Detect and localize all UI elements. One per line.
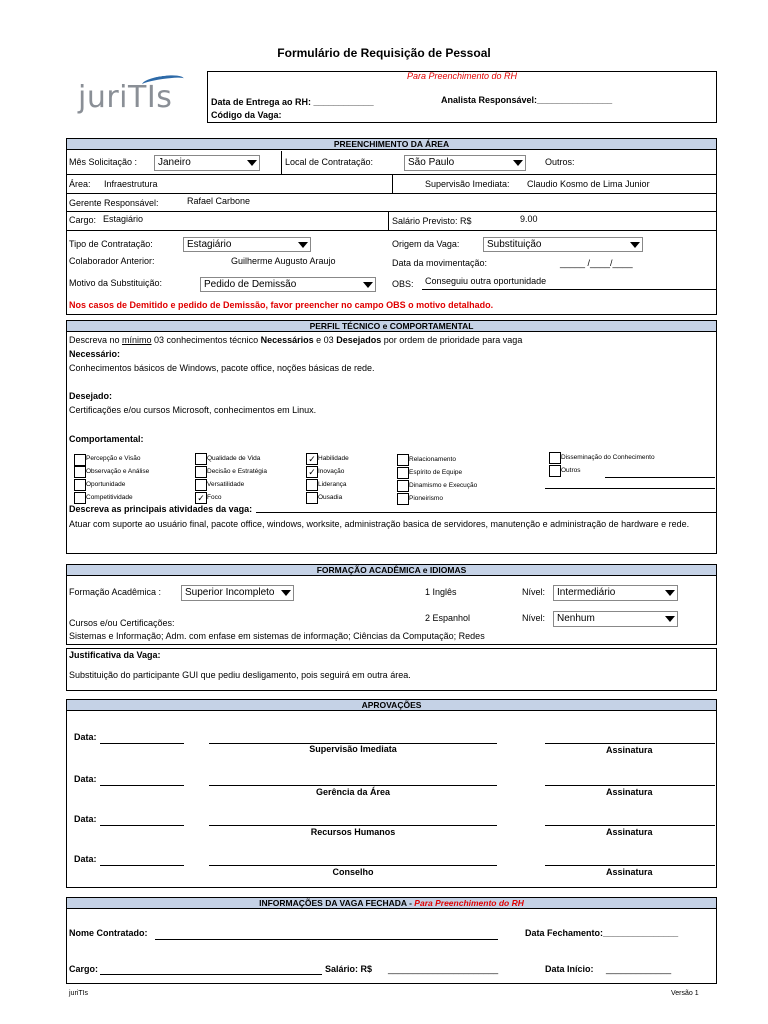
- salario-value[interactable]: 9.00: [520, 214, 538, 224]
- codigo-vaga-label[interactable]: Código da Vaga:: [211, 110, 282, 120]
- checkbox-competitividade[interactable]: [74, 492, 86, 504]
- comportamental-label: Comportamental:: [69, 434, 144, 444]
- origem-dropdown[interactable]: [483, 237, 643, 252]
- perfil-intro: Descreva no mínimo 03 conhecimentos técnico Necessários e 03 Desejados por ordem de prioridade para vaga: [69, 335, 523, 345]
- nome-contratado-line[interactable]: [155, 939, 498, 940]
- idioma-1: 1 Inglês: [425, 587, 457, 597]
- perfil-header: PERFIL TÉCNICO e COMPORTAMENTAL: [66, 320, 717, 332]
- checkbox-habilidade[interactable]: ✓: [306, 453, 318, 465]
- aprovacoes-header: APROVAÇÕES: [66, 699, 717, 711]
- approval-date-label: Data:: [74, 774, 97, 784]
- signature-label: Assinatura: [606, 787, 653, 797]
- chevron-down-icon: [630, 242, 640, 248]
- checkbox-label: Dinamismo e Execução: [409, 482, 478, 489]
- motivo-dropdown[interactable]: [200, 277, 376, 292]
- nivel-1-dropdown[interactable]: [553, 585, 678, 601]
- cursos-label: Cursos e/ou Certificações:: [69, 618, 175, 628]
- signature-line[interactable]: [545, 865, 715, 866]
- nivel-1-label: Nível:: [522, 587, 546, 597]
- motivo-value: Pedido de Demissão: [204, 279, 297, 290]
- checkbox-foco[interactable]: ✓: [195, 492, 207, 504]
- signature-label: Assinatura: [606, 745, 653, 755]
- atividades-value[interactable]: Atuar com suporte ao usuário final, pacote office, windows, worksite, administração basica de servidores, manutenção e administração de hardware e rede.: [69, 519, 690, 529]
- nivel-1-value: Intermediário: [557, 587, 616, 598]
- necessario-value[interactable]: Conhecimentos básicos de Windows, pacote office, noções básicas de rede.: [69, 363, 375, 373]
- approval-date-line[interactable]: [100, 825, 184, 826]
- chevron-down-icon: [665, 590, 675, 596]
- approval-role: Conselho: [332, 867, 374, 877]
- checkbox-outros[interactable]: [549, 465, 561, 477]
- approval-date-label: Data:: [74, 854, 97, 864]
- signature-line[interactable]: [545, 785, 715, 786]
- chevron-down-icon: [247, 160, 257, 166]
- checkbox-label: Relacionamento: [409, 456, 456, 463]
- footer-brand: juriTIs: [69, 990, 89, 997]
- checkbox-label: Liderança: [318, 481, 347, 488]
- checkbox-label: Decisão e Estratégia: [207, 468, 267, 475]
- gerente-label: Gerente Responsável:: [69, 198, 159, 208]
- chevron-down-icon: [298, 242, 308, 248]
- mes-value: Janeiro: [158, 157, 191, 168]
- colab-label: Colaborador Anterior:: [69, 256, 155, 266]
- checkbox-percepcao[interactable]: [74, 454, 86, 466]
- tipo-dropdown[interactable]: [183, 237, 311, 252]
- atividades-label: Descreva as principais atividades da vaga:: [69, 504, 253, 514]
- gerente-value[interactable]: Rafael Carbone: [187, 196, 251, 206]
- checkbox-oportunidade[interactable]: [74, 479, 86, 491]
- local-dropdown[interactable]: [404, 155, 526, 171]
- area-value[interactable]: Infraestrutura: [104, 179, 158, 189]
- justificativa-value[interactable]: Substituição do participante GUI que pediu desligamento, pois seguirá em outra área.: [69, 670, 411, 680]
- signature-line[interactable]: [545, 825, 715, 826]
- nivel-2-value: Nenhum: [557, 613, 595, 624]
- tipo-label: Tipo de Contratação:: [69, 239, 153, 249]
- approval-date-line[interactable]: [100, 743, 184, 744]
- local-label: Local de Contratação:: [285, 157, 374, 167]
- page-title: Formulário de Requisição de Pessoal: [277, 46, 491, 60]
- data-inicio-label: Data Início:: [545, 964, 594, 974]
- checkbox-label: Observação e Análise: [86, 468, 150, 475]
- approval-role: Recursos Humanos: [310, 827, 396, 837]
- nome-contratado-label: Nome Contratado:: [69, 928, 148, 938]
- outros-label: Outros:: [545, 157, 575, 167]
- checkbox-label: Outros: [561, 467, 581, 474]
- checkbox-observacao[interactable]: [74, 466, 86, 478]
- obs-value[interactable]: Conseguiu outra oportunidade: [425, 276, 547, 286]
- approval-date-label: Data:: [74, 814, 97, 824]
- idioma-2: 2 Espanhol: [425, 613, 471, 623]
- checkbox-dinamismo[interactable]: [397, 480, 409, 492]
- desejado-label: Desejado:: [69, 391, 113, 401]
- approval-date-line[interactable]: [100, 785, 184, 786]
- formacao-label: Formação Acadêmica :: [69, 587, 162, 597]
- chevron-down-icon: [513, 160, 523, 166]
- tipo-value: Estagiário: [187, 239, 232, 250]
- desejado-value[interactable]: Certificações e/ou cursos Microsoft, conhecimentos em Linux.: [69, 405, 317, 415]
- data-mov-value[interactable]: _____ /____/____: [560, 258, 633, 268]
- checkbox-label: Pioneirismo: [409, 495, 443, 502]
- formacao-dropdown[interactable]: [181, 585, 294, 601]
- rh-box-header: Para Preenchimento do RH: [406, 71, 518, 81]
- formacao-header: FORMAÇÃO ACADÊMICA e IDIOMAS: [66, 564, 717, 576]
- checkbox-label: Foco: [207, 494, 222, 501]
- supervisao-label: Supervisão Imediata:: [425, 179, 510, 189]
- signature-label: Assinatura: [606, 827, 653, 837]
- checkbox-label: Espírito de Equipe: [409, 469, 463, 476]
- cursos-value[interactable]: Sistemas e Informação; Adm. com enfase em sistemas de informação; Ciências da Computação; Redes: [69, 631, 485, 641]
- obs-label: OBS:: [392, 279, 414, 289]
- area-warning: Nos casos de Demitido e pedido de Demissão, favor preencher no campo OBS o motivo detalhado.: [69, 300, 494, 310]
- fechada-header: INFORMAÇÕES DA VAGA FECHADA - Para Preenchimento do RH: [66, 897, 717, 909]
- checkbox-inovacao[interactable]: ✓: [306, 466, 318, 478]
- checkbox-label: Ousadia: [318, 494, 343, 501]
- checkbox-label: Versatilidade: [207, 481, 245, 488]
- cargo-label: Cargo:: [69, 215, 97, 225]
- necessario-label: Necessário:: [69, 349, 121, 359]
- checkbox-ousadia[interactable]: [306, 492, 318, 504]
- nivel-2-dropdown[interactable]: [553, 611, 678, 627]
- approval-date-line[interactable]: [100, 865, 184, 866]
- justificativa-label: Justificativa da Vaga:: [69, 650, 161, 660]
- cargo-fechada-label: Cargo:: [69, 964, 98, 974]
- origem-label: Origem da Vaga:: [392, 239, 460, 249]
- checkbox-espirito[interactable]: [397, 467, 409, 479]
- chevron-down-icon: [281, 590, 291, 596]
- mes-dropdown[interactable]: [154, 155, 260, 171]
- supervisao-value[interactable]: Claudio Kosmo de Lima Junior: [527, 179, 650, 189]
- approval-name-line[interactable]: [209, 865, 497, 866]
- checkbox-lideranca[interactable]: [306, 479, 318, 491]
- cargo-value[interactable]: Estagiário: [103, 214, 144, 224]
- signature-label: Assinatura: [606, 867, 653, 877]
- salario-fechada-line[interactable]: ______________________: [388, 964, 499, 974]
- colab-value[interactable]: Guilherme Augusto Araujo: [231, 256, 336, 266]
- chevron-down-icon: [665, 616, 675, 622]
- approval-role: Gerência da Área: [315, 787, 391, 797]
- checkbox-versatilidade[interactable]: [195, 479, 207, 491]
- area-label: Área:: [69, 179, 91, 189]
- salario-fechada-label: Salário: R$: [325, 964, 373, 974]
- nivel-2-label: Nível:: [522, 613, 546, 623]
- checkbox-qualidade[interactable]: [195, 453, 207, 465]
- data-mov-label: Data da movimentação:: [392, 258, 488, 268]
- company-logo: [78, 80, 172, 115]
- checkbox-label: Competitividade: [86, 494, 133, 501]
- checkbox-decisao[interactable]: [195, 466, 207, 478]
- footer-version: Versão 1: [671, 990, 699, 997]
- origem-value: Substituição: [487, 239, 542, 250]
- signature-line[interactable]: [545, 743, 715, 744]
- checkbox-relacionamento[interactable]: [397, 454, 409, 466]
- area-header: PREENCHIMENTO DA ÁREA: [66, 138, 717, 150]
- logo-text: juriTIs: [78, 80, 173, 115]
- chevron-down-icon: [363, 282, 373, 288]
- motivo-label: Motivo da Substituição:: [69, 278, 163, 288]
- data-inicio-line[interactable]: _____________: [606, 964, 672, 974]
- salario-label: Salário Previsto: R$: [392, 216, 472, 226]
- checkbox-label: Habilidade: [318, 455, 349, 462]
- approval-name-line[interactable]: [209, 825, 497, 826]
- approval-name-line[interactable]: [209, 785, 497, 786]
- checkbox-label: Qualidade de Vida: [207, 455, 261, 462]
- local-value: São Paulo: [408, 157, 455, 168]
- mes-label: Mês Solicitação :: [69, 157, 138, 167]
- data-fechamento-label[interactable]: Data Fechamento:_______________: [525, 928, 679, 938]
- checkbox-pioneirismo[interactable]: [397, 493, 409, 505]
- formacao-value: Superior Incompleto: [185, 587, 275, 598]
- checkbox-label: Disseminação do Conhecimento: [561, 454, 655, 461]
- approval-role: Supervisão Imediata: [309, 744, 397, 754]
- approval-date-label: Data:: [74, 732, 97, 742]
- data-entrega-label[interactable]: Data de Entrega ao RH: ____________: [211, 97, 374, 107]
- checkbox-label: Inovação: [318, 468, 345, 475]
- cargo-fechada-line[interactable]: [100, 974, 322, 975]
- checkbox-label: Oportunidade: [86, 481, 126, 488]
- checkbox-label: Percepção e Visão: [86, 455, 141, 462]
- checkbox-disseminacao[interactable]: [549, 452, 561, 464]
- analista-label[interactable]: Analista Responsável:_______________: [441, 95, 613, 105]
